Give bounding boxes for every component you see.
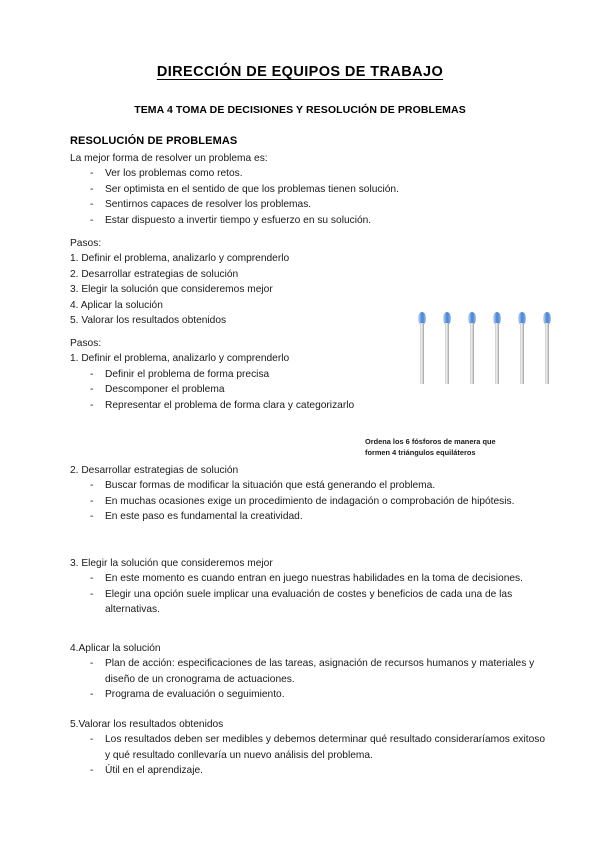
figure-caption-line1: Ordena los 6 fósforos de manera que xyxy=(365,437,496,446)
step1-block xyxy=(70,336,354,413)
matchsticks-figure xyxy=(408,312,560,392)
list-item-text: En este momento es cuando entran en juego nuestras habilidades en la toma de decisiones. xyxy=(105,573,523,585)
step5-block xyxy=(70,717,548,779)
list-item-text: Útil en el aprendizaje. xyxy=(105,765,203,777)
list-item-text: Ver los problemas como retos. xyxy=(105,168,243,180)
page-subtitle: TEMA 4 TOMA DE DECISIONES Y RESOLUCIÓN DE PROBLEMAS xyxy=(134,104,466,116)
list-item-text: Representar el problema de forma clara y categorizarlo xyxy=(105,399,355,411)
list-item xyxy=(70,182,399,197)
step2-bullet-list xyxy=(70,478,540,524)
list-item-text: Buscar formas de modificar la situación que está generando el problema. xyxy=(105,480,436,492)
step1-bullet-list xyxy=(70,367,354,413)
match-stick-icon xyxy=(420,323,424,384)
step3-bullet-list xyxy=(70,571,545,617)
step4-heading: 4.Aplicar la solución xyxy=(70,643,161,654)
step3-block xyxy=(70,556,545,618)
dash-marker: - xyxy=(90,199,94,211)
list-item: 4. Aplicar la solución xyxy=(70,299,163,311)
list-item-text: En este paso es fundamental la creatividad. xyxy=(105,511,303,523)
list-item xyxy=(70,494,540,509)
pasos-overview-block xyxy=(70,236,289,328)
list-item-text: Elegir una opción suele implicar una evaluación de costes y beneficios de cada una de las alternativas. xyxy=(105,588,513,616)
list-item: 3. Elegir la solución que consideremos mejor xyxy=(70,284,273,296)
pasos-label-2: Pasos: xyxy=(70,338,102,349)
dash-marker: - xyxy=(90,168,94,180)
match-stick-icon xyxy=(495,323,499,384)
dash-marker: - xyxy=(90,183,94,195)
dash-marker: - xyxy=(90,734,94,746)
list-item xyxy=(70,197,399,212)
dash-marker: - xyxy=(90,399,94,411)
matchstick-icon xyxy=(491,312,502,384)
matchstick-icon xyxy=(516,312,527,384)
matchstick-icon xyxy=(416,312,427,384)
list-item-text: Programa de evaluación o seguimiento. xyxy=(105,689,285,701)
matchstick-icon xyxy=(441,312,452,384)
list-item-text: Estar dispuesto a invertir tiempo y esfuerzo en su solución. xyxy=(105,214,372,226)
dash-marker: - xyxy=(90,765,94,777)
dash-marker: - xyxy=(90,689,94,701)
dash-marker: - xyxy=(90,573,94,585)
dash-marker: - xyxy=(90,214,94,226)
dash-marker: - xyxy=(90,588,94,600)
figure-caption xyxy=(365,437,565,458)
list-item xyxy=(70,571,545,586)
pasos-label: Pasos: xyxy=(70,238,102,249)
list-item-text: Definir el problema de forma precisa xyxy=(105,368,270,380)
pasos-overview-list xyxy=(70,251,289,328)
list-item xyxy=(70,478,540,493)
step5-heading: 5.Valorar los resultados obtenidos xyxy=(70,719,224,730)
step5-bullet-list xyxy=(70,732,548,778)
list-item-text: Los resultados deben ser medibles y debemos determinar qué resultado consideraríamos exitoso y qué resultado conllevaría un nuevo análisis del problema. xyxy=(105,734,546,761)
list-item-text: Descomponer el problema xyxy=(105,384,225,396)
step2-block xyxy=(70,463,540,525)
figure-caption-line2: formen 4 triángulos equiláteros xyxy=(365,447,476,457)
match-stick-icon xyxy=(520,323,524,384)
list-item xyxy=(70,732,548,763)
step3-heading: 3. Elegir la solución que consideremos mejor xyxy=(70,558,273,569)
intro-block xyxy=(70,151,399,228)
list-item xyxy=(70,587,545,618)
list-item xyxy=(70,687,545,702)
step4-block xyxy=(70,641,545,703)
list-item-text: Sentirnos capaces de resolver los problemas. xyxy=(105,199,312,211)
step1-heading: 1. Definir el problema, analizarlo y comprenderlo xyxy=(70,353,290,365)
dash-marker: - xyxy=(90,495,94,507)
dash-marker: - xyxy=(90,368,94,380)
match-stick-icon xyxy=(445,323,449,384)
list-item xyxy=(70,213,399,228)
intro-bullet-list xyxy=(70,166,399,228)
dash-marker: - xyxy=(90,511,94,523)
list-item: 5. Valorar los resultados obtenidos xyxy=(70,315,227,327)
dash-marker: - xyxy=(90,658,94,670)
list-item xyxy=(70,398,354,413)
list-item xyxy=(70,656,545,687)
list-item xyxy=(70,763,548,778)
list-item xyxy=(70,367,354,382)
intro-line: La mejor forma de resolver un problema es: xyxy=(70,153,268,164)
list-item xyxy=(70,509,540,524)
page-title-text: DIRECCIÓN DE EQUIPOS DE TRABAJO xyxy=(156,64,444,80)
match-stick-icon xyxy=(470,323,474,384)
page-title xyxy=(0,64,600,80)
match-stick-icon xyxy=(545,323,549,384)
list-item xyxy=(70,166,399,181)
dash-marker: - xyxy=(90,480,94,492)
list-item-text: En muchas ocasiones exige un procedimiento de indagación o comprobación de hipótesis. xyxy=(105,495,515,507)
matchstick-icon xyxy=(466,312,477,384)
list-item-text: Ser optimista en el sentido de que los problemas tienen solución. xyxy=(105,183,399,195)
step4-bullet-list xyxy=(70,656,545,702)
list-item xyxy=(70,382,354,397)
matchstick-icon xyxy=(541,312,552,384)
list-item: 1. Definir el problema, analizarlo y comprenderlo xyxy=(70,253,290,265)
list-item-text: Plan de acción: especificaciones de las tareas, asignación de recursos humanos y materiales y diseño de un cronograma de actuaciones. xyxy=(105,658,535,685)
dash-marker: - xyxy=(90,384,94,396)
section-heading-resolucion: RESOLUCIÓN DE PROBLEMAS xyxy=(70,135,238,147)
list-item: 2. Desarrollar estrategias de solución xyxy=(70,268,239,280)
step2-heading: 2. Desarrollar estrategias de solución xyxy=(70,465,239,476)
